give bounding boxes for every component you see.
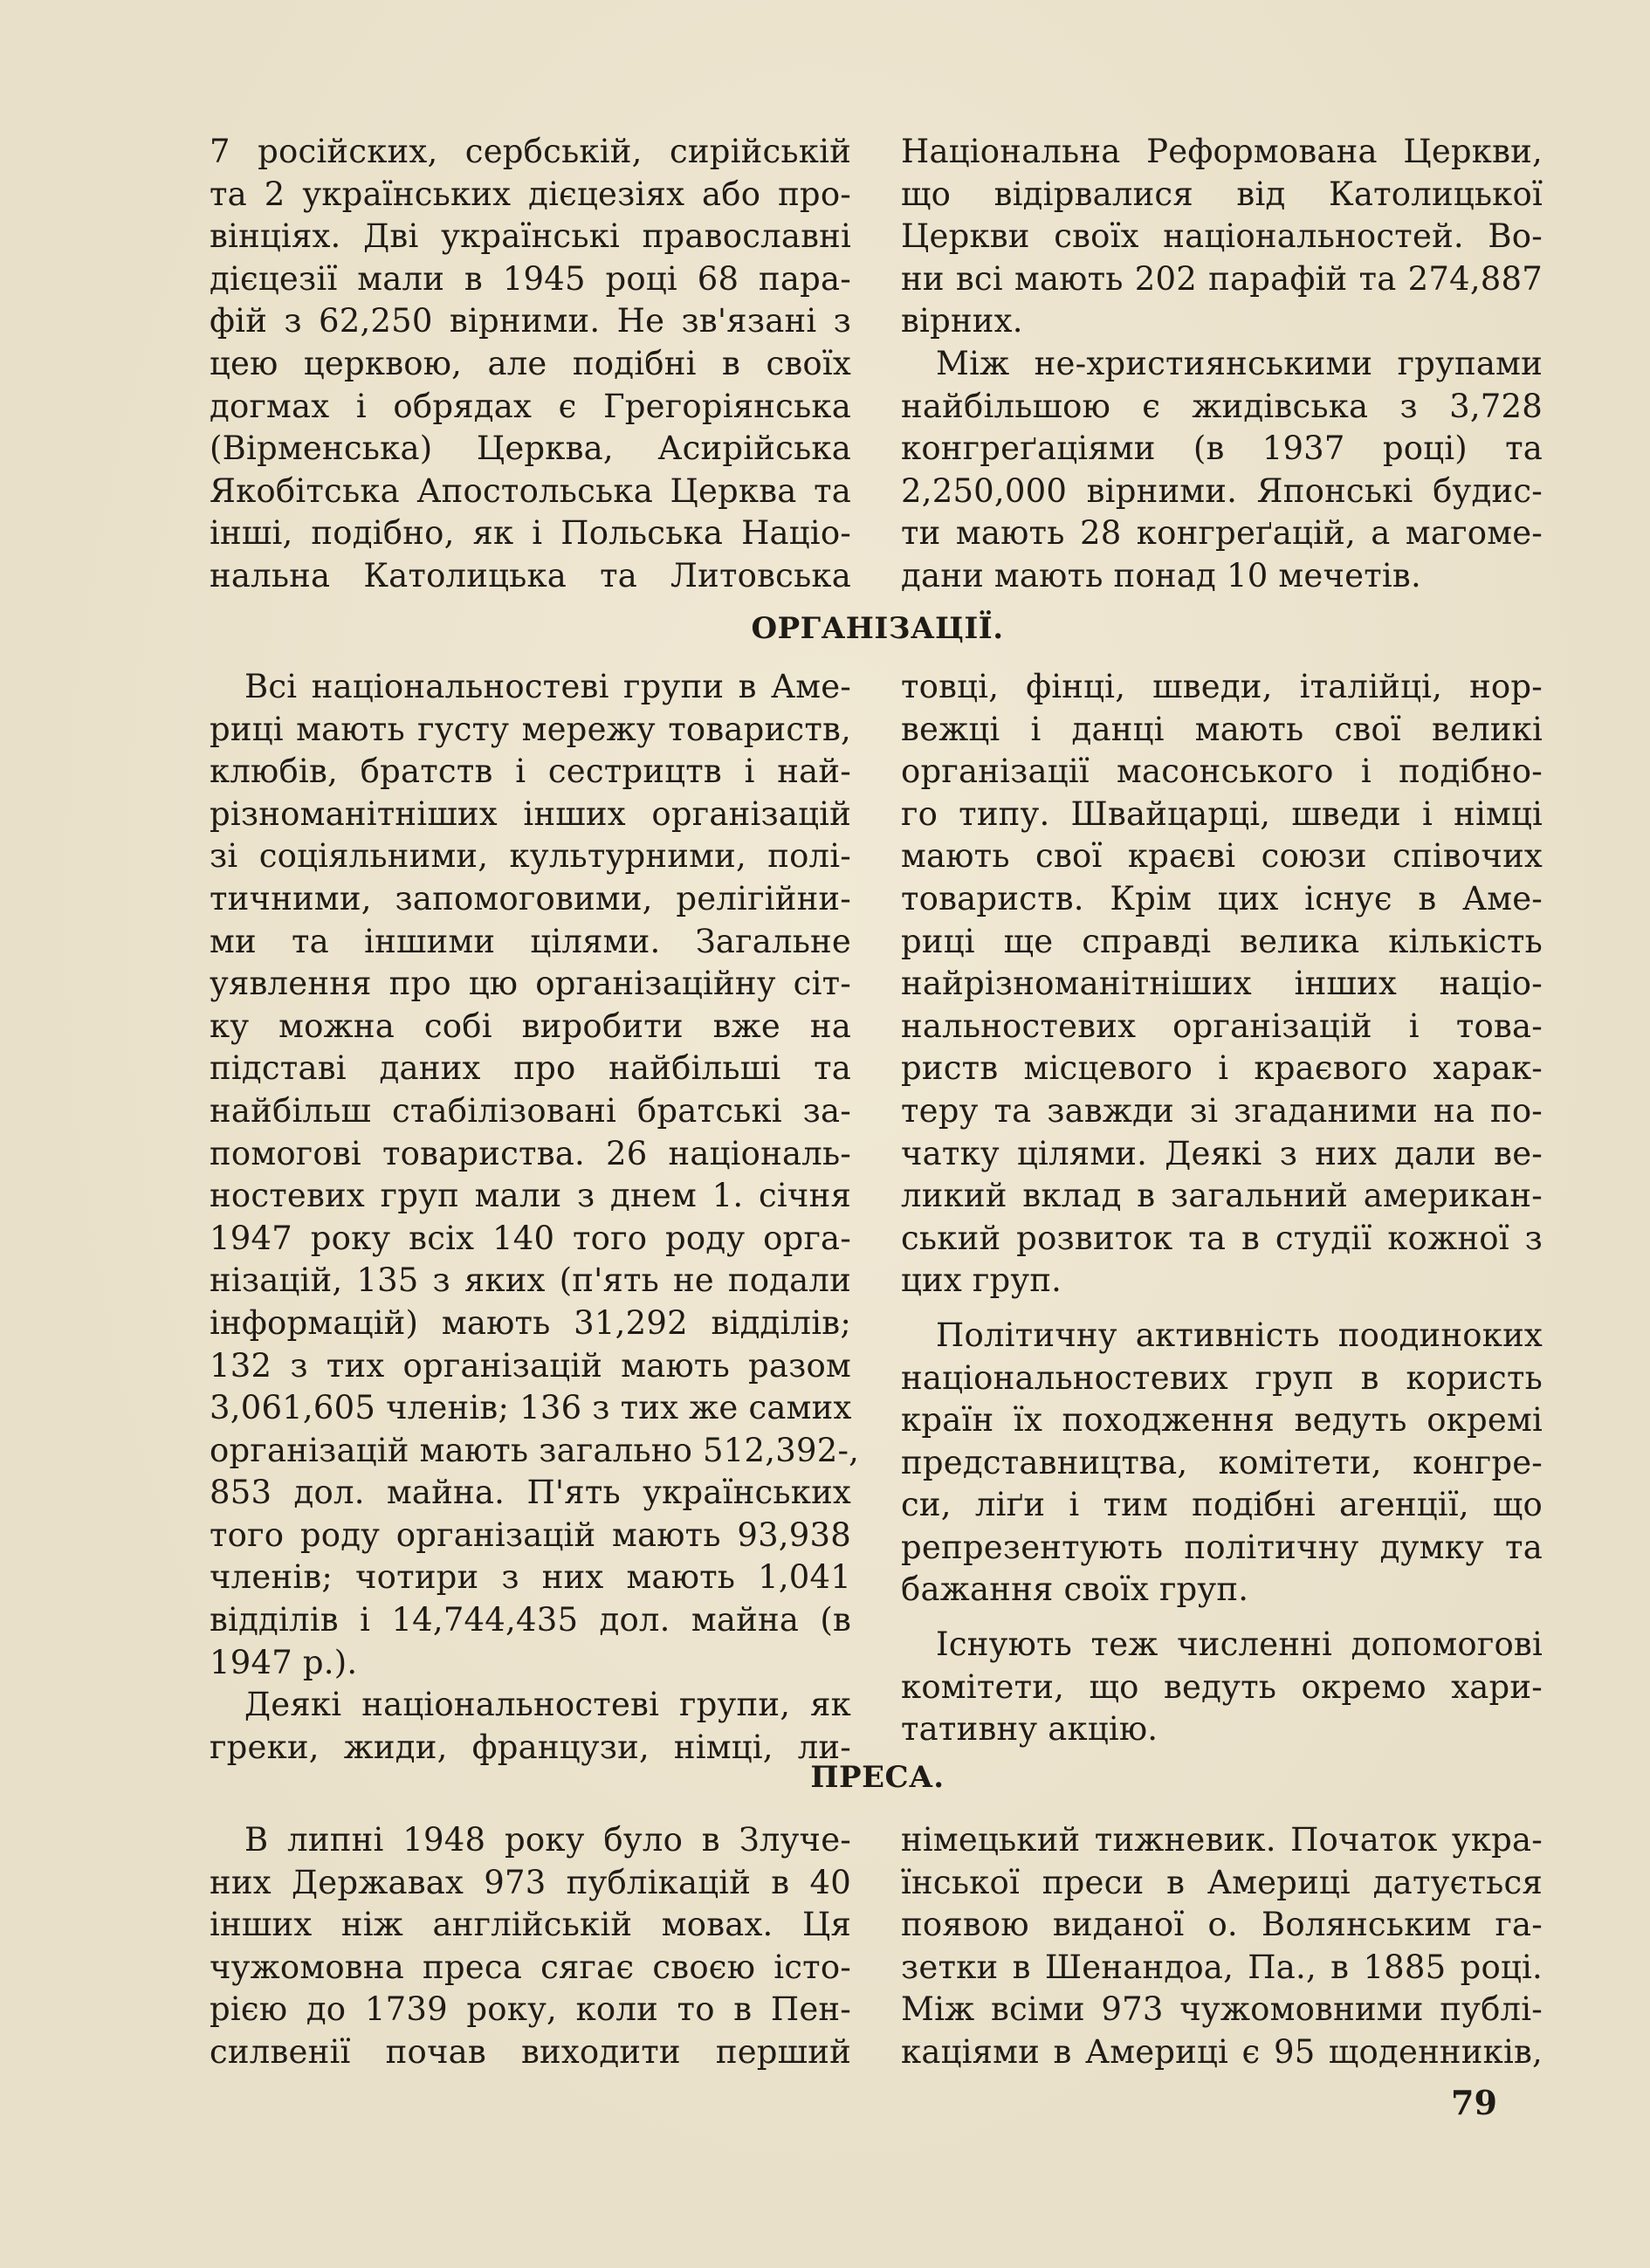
text-line: них Державах 973 публікацій в 40 (210, 1863, 851, 1901)
column-right (901, 131, 1543, 598)
text-line: дієцезії мали в 1945 році 68 пара- (210, 259, 851, 298)
column-left (210, 666, 860, 1769)
text-line: різноманітніших інших організацій (210, 794, 851, 833)
text-line: членів; чотири з них мають 1,041 (210, 1558, 851, 1597)
text-line: В липні 1948 року було в Злуче- (244, 1821, 851, 1859)
text-line: 132 з тих організацій мають разом (210, 1346, 851, 1385)
text-line: каціями в Америці є 95 щоденників, (901, 2032, 1543, 2071)
text-line: 3,061,605 членів; 136 з тих же самих (210, 1389, 852, 1427)
text-line: мають свої краєві союзи співочих (901, 837, 1543, 876)
text-line: ку можна собі виробити вже на (210, 1007, 851, 1045)
text-line: найрізноманітніших інших націо- (901, 965, 1543, 1003)
text-line: Національна Реформована Церкви, (901, 133, 1543, 170)
text-line: тичними, запомоговими, релігійни- (210, 879, 851, 918)
text-line: національностевих груп в користь (901, 1358, 1543, 1397)
text-line: найбільшою є жидівська з 3,728 (901, 387, 1543, 425)
text-line: репрезентують політичну думку та (901, 1528, 1543, 1566)
text-line: риств місцевого і краєвого харак- (901, 1049, 1543, 1088)
text-line: товці, фінці, шведи, італійці, нор- (901, 668, 1543, 705)
text-line: та 2 українських дієцезіях або про- (210, 175, 851, 213)
text-line: організації масонського і подібно- (901, 753, 1543, 791)
text-line: теру та завжди зі згаданими на по- (901, 1091, 1543, 1130)
text-line: клюбів, братств і сестрицтв і най- (210, 753, 851, 791)
text-line: 853 дол. майна. П'ять українських (210, 1474, 851, 1512)
text-line: інформацій) мають 31,292 відділів; (210, 1303, 851, 1342)
text-line: тативну акцію. (901, 1710, 1158, 1749)
text-line: Між не-християнськими групами (936, 344, 1543, 382)
text-line: фій з 62,250 вірними. Не зв'язані з (210, 302, 851, 340)
text-line: Деякі національностеві групи, як (244, 1686, 851, 1724)
section-heading: ПРЕСА. (810, 1760, 945, 1795)
text-line: го типу. Швайцарці, шведи і німці (901, 794, 1543, 833)
text-line: чужомовна преса сягає своєю істо- (210, 1948, 851, 1986)
text-line: вінціях. Дві українські православні (210, 217, 851, 256)
text-line: нізацій, 135 з яких (п'ять не подали (210, 1261, 851, 1300)
text-line: (Вірменська) Церква, Асирійська (210, 430, 851, 468)
text-line: що відірвалися від Католицької (901, 175, 1543, 213)
text-line: 1947 року всіх 140 того роду орга- (210, 1219, 851, 1257)
text-line: зетки в Шенандоа, Па., в 1885 році. (901, 1948, 1543, 1986)
text-line: ностевих груп мали з днем 1. січня (210, 1177, 851, 1215)
text-line: чатку цілями. Деякі з них дали ве- (901, 1134, 1543, 1172)
text-line: найбільш стабілізовані братські за- (210, 1091, 851, 1130)
text-line: країн їх походження ведуть окремі (901, 1401, 1543, 1440)
text-line: появою виданої о. Волянським га- (901, 1906, 1543, 1944)
text-line: товариств. Крім цих існує в Аме- (901, 879, 1543, 918)
text-line: риці ще справді велика кількість (901, 922, 1543, 960)
text-line: Політичну активність поодиноких (936, 1316, 1543, 1354)
text-line: вежці і данці мають свої великі (901, 710, 1543, 748)
text-line: вірних. (901, 302, 1023, 340)
text-line: помогові товариства. 26 національ- (210, 1134, 851, 1172)
paragraph-gap (901, 1302, 1543, 1315)
text-line: рією до 1739 року, коли то в Пен- (210, 1990, 851, 2029)
text-line: Між всіми 973 чужомовними публі- (901, 1990, 1543, 2029)
text-line: нальностевих організацій і това- (901, 1007, 1543, 1045)
column-right (901, 1819, 1543, 2074)
text-line: цею церквою, але подібні в своїх (210, 344, 851, 382)
text-line: греки, жиди, французи, німці, ли- (210, 1728, 851, 1766)
column-left (210, 1819, 851, 2074)
text-line: інших ніж англійській мовах. Ця (210, 1906, 851, 1944)
text-line: силвенії почав виходити перший (210, 2032, 851, 2071)
page-number: 79 (1451, 2083, 1497, 2122)
text-line: ликий вклад в загальний американ- (901, 1177, 1543, 1215)
text-line: уявлення про цю організаційну сіт- (210, 965, 851, 1003)
text-line: підставі даних про найбільші та (210, 1049, 851, 1088)
text-line: цих груп. (901, 1261, 1062, 1300)
text-line: 7 російских, сербській, сирійській (210, 133, 851, 170)
column-right (901, 666, 1543, 1751)
text-line: Церкви своїх національностей. Во- (901, 217, 1543, 256)
text-line: нальна Католицька та Литовська (210, 556, 851, 594)
text-line: ти мають 28 конгреґацій, а магоме- (901, 514, 1543, 553)
text-line: зі соціяльними, культурними, полі- (210, 837, 851, 876)
text-line: риці мають густу мережу товариств, (210, 710, 851, 748)
text-line: ми та іншими цілями. Загальне (210, 922, 851, 960)
paragraph-gap (901, 1612, 1543, 1624)
text-line: Якобітська Апостольська Церква та (210, 471, 851, 510)
text-line: того роду організацій мають 93,938 (210, 1515, 851, 1554)
text-line: німецький тижневик. Початок укра- (901, 1821, 1543, 1859)
section-heading: ОРГАНІЗАЦІЇ. (751, 611, 1004, 646)
text-line: Всі національностеві групи в Аме- (244, 668, 851, 705)
text-line: конгреґаціями (в 1937 році) та (901, 430, 1543, 468)
text-line: представництва, комітети, конгре- (901, 1443, 1543, 1481)
text-line: догмах і обрядах є Грегоріянська (210, 387, 851, 425)
text-line: їнської преси в Америці датується (901, 1863, 1543, 1901)
text-line: ський розвиток та в студії кожної з (901, 1219, 1543, 1257)
text-line: інші, подібно, як і Польська Націо- (210, 514, 851, 553)
column-left (210, 131, 851, 598)
text-line: комітети, що ведуть окремо хари- (901, 1667, 1543, 1706)
text-line: відділів і 14,744,435 дол. майна (в (210, 1601, 851, 1639)
text-line: Існують теж численні допомогові (936, 1625, 1543, 1664)
text-line: дани мають понад 10 мечетів. (901, 556, 1421, 594)
text-line: бажання своїх груп. (901, 1570, 1249, 1609)
text-line: 2,250,000 вірними. Японські будис- (901, 471, 1543, 510)
text-line: 1947 р.). (210, 1643, 358, 1681)
text-line: організацій мають загально 512,392-, (210, 1431, 860, 1469)
text-line: ни всі мають 202 парафій та 274,887 (901, 259, 1543, 298)
text-line: си, ліґи і тим подібні агенції, що (901, 1486, 1543, 1524)
